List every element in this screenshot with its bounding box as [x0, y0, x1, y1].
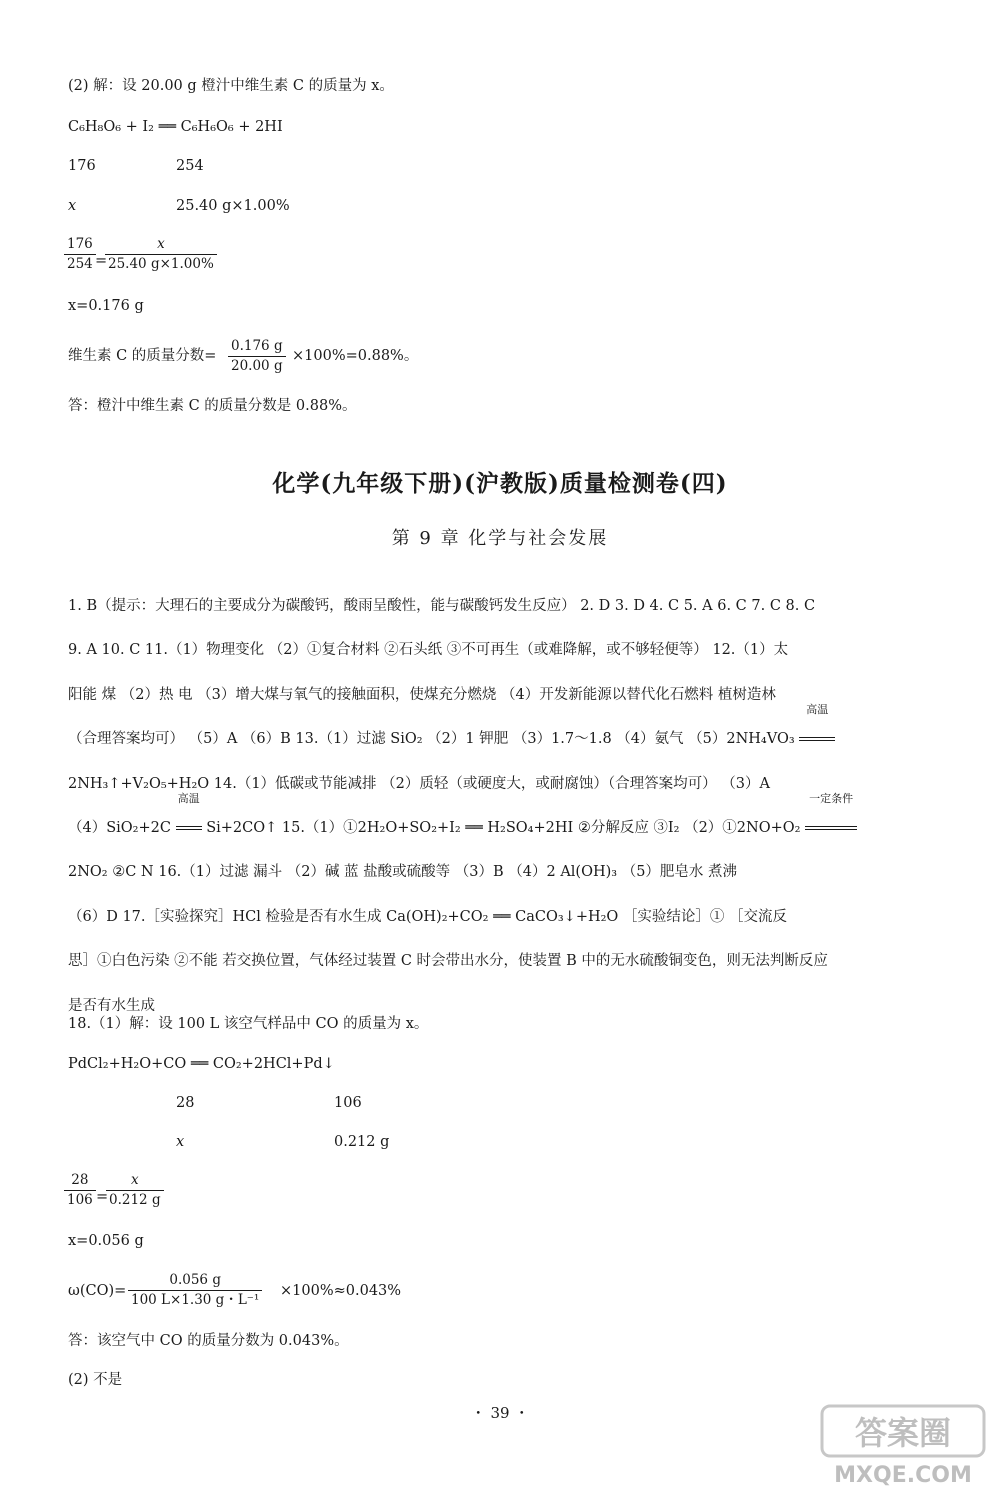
condition-certain: 一定条件 — [805, 806, 857, 850]
page-number: ・ 39 ・ — [470, 1404, 530, 1422]
answer-paragraph — [68, 584, 952, 1028]
q18-w-fraction: $\frac{0.056 g}{\text{100 L×1.30 g・L⁻¹}}$ — [128, 1272, 262, 1309]
p2-known-mass: 25.40 g×1.00% — [176, 198, 290, 214]
answer-row: （6）D 17.［实验探究］HCl 检验是否有水生成 Ca(OH)₂+CO₂ ══ CaCO₃↓+H₂O ［实验结论］① ［交流反 — [68, 908, 788, 925]
chapter-subtitle: 第 9 章 化学与社会发展 — [391, 528, 609, 549]
answer-row: （4）SiO₂+2C 高温 Si+2CO↑ 15.（1）①2H₂O+SO₂+I₂ ══ H₂SO₄+2HI ②分解反应 ③I₂ （2）①2NO+O₂ 一定条件 — [68, 806, 952, 850]
svg-text:答案圈: 答案圈 — [854, 1414, 952, 1452]
svg-text:MXQE.COM: MXQE.COM — [834, 1463, 972, 1488]
watermark-logo — [818, 1400, 988, 1490]
p2-result: x=0.176 g — [68, 298, 144, 314]
answer-row: 1. B（提示：大理石的主要成分为碳酸钙，酸雨呈酸性，能与碳酸钙发生反应） 2. D 3. D 4. C 5. A 6. C 7. C 8. C — [68, 598, 816, 614]
q18-molar-mass-a: 28 — [176, 1095, 195, 1111]
p2-intro: (2) 解：设 20.00 g 橙汁中维生素 C 的质量为 x。 — [68, 78, 394, 94]
page-title: 化学(九年级下册)(沪教版)质量检测卷(四) — [272, 470, 728, 497]
p2-ratio-equals: = — [95, 253, 108, 269]
q18-intro: 18.（1）解：设 100 L 该空气样品中 CO 的质量为 x。 — [68, 1016, 429, 1032]
p2-mass-fraction: $\frac{0.176 g}{20.00 g}$ — [228, 338, 286, 375]
p2-ratio-left: $\frac{176}{254}$ — [64, 236, 96, 273]
p2-mass-fraction-label: 维生素 C 的质量分数= — [68, 348, 217, 364]
q18-answer: 答：该空气中 CO 的质量分数为 0.043%。 — [68, 1333, 349, 1349]
answer-row: 是否有水生成 — [68, 997, 155, 1014]
answer-row: 阳能 煤 （2）热 电 （3）增大煤与氧气的接触面积，使煤充分燃烧 （4）开发新能源以替代化石燃料 植树造林 — [68, 686, 776, 703]
p2-ratio-right: $\frac{x}{25.40 g\times 1.00\%}$ — [105, 236, 217, 273]
q18-ratio-right: $\frac{x}{0.212 g}$ — [106, 1172, 164, 1209]
answer-row: 2NO₂ ②C N 16.（1）过滤 漏斗 （2）碱 蓝 盐酸或硫酸等 （3）B （4）2 Al(OH)₃ （5）肥皂水 煮沸 — [68, 864, 738, 881]
q18-molar-mass-b: 106 — [334, 1095, 362, 1111]
q18-ratio-equals: = — [96, 1189, 109, 1205]
q18-equation: PdCl₂+H₂O+CO ══ CO₂+2HCl+Pd↓ — [68, 1056, 335, 1072]
q18-w-tail: ×100%≈0.043% — [280, 1283, 402, 1299]
p2-unknown: x — [68, 198, 77, 214]
p2-molar-mass-a: 176 — [68, 158, 96, 174]
p2-molar-mass-b: 254 — [176, 158, 204, 174]
q18-known-mass: 0.212 g — [334, 1134, 390, 1150]
answer-row: 思］①白色污染 ②不能 若交换位置，气体经过装置 C 时会带出水分，使装置 B 中的无水硫酸铜变色，则无法判断反应 — [68, 953, 828, 970]
q18-unknown: x — [176, 1134, 185, 1150]
answer-row: （合理答案均可） （5）A （6）B 13.（1）过滤 SiO₂ （2）1 钾肥 （3）1.7～1.8 （4）氨气 （5）2NH₄VO₃ 高温 — [68, 717, 952, 761]
p2-answer: 答：橙汁中维生素 C 的质量分数是 0.88%。 — [68, 398, 357, 414]
q18-w-label: ω(CO)= — [68, 1283, 127, 1299]
condition-high-temp-2: 高温 — [176, 806, 202, 850]
p2-equation: C₆H₈O₆ + I₂ ══ C₆H₆O₆ + 2HI — [68, 119, 283, 135]
q18-result: x=0.056 g — [68, 1233, 144, 1249]
q18-ratio-left: $\frac{28}{106}$ — [64, 1172, 96, 1209]
condition-high-temp: 高温 — [799, 717, 835, 761]
answer-row: 2NH₃↑+V₂O₅+H₂O 14.（1）低碳或节能减排 （2）质轻（或硬度大，或耐腐蚀）（合理答案均可） （3）A — [68, 775, 770, 792]
q18-part2: (2) 不是 — [68, 1372, 123, 1388]
p2-mass-fraction-tail: ×100%=0.88%。 — [292, 348, 419, 364]
answer-row: 9. A 10. C 11.（1）物理变化 （2）①复合材料 ②石头纸 ③不可再生（或难降解，或不够轻便等） 12.（1）太 — [68, 642, 789, 659]
